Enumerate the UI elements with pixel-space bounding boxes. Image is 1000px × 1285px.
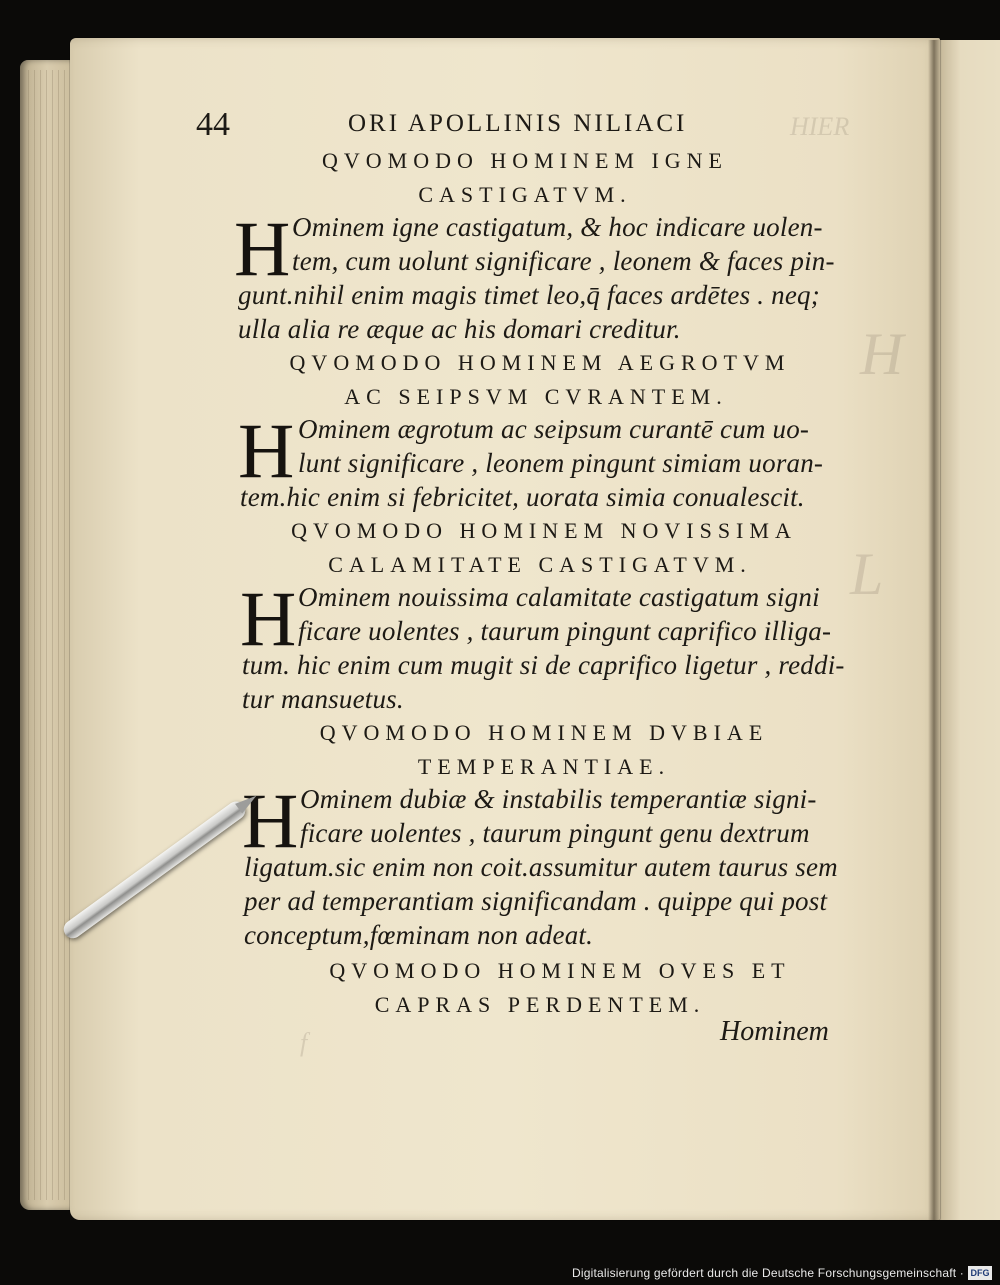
body-line: conceptum,fœminam non adeat. bbox=[244, 920, 594, 950]
body-line: gunt.nihil enim magis timet leo,q̄ faces ardētes . neq; bbox=[238, 280, 820, 310]
body-line: tur mansuetus. bbox=[242, 684, 404, 714]
bleed-through: L bbox=[850, 541, 884, 607]
body-line: lunt significare , leonem pingunt simiam uoran- bbox=[298, 448, 824, 478]
drop-capital: H bbox=[238, 407, 295, 494]
running-head bbox=[196, 106, 836, 146]
section-heading: AC SEIPSVM CVRANTEM. bbox=[344, 384, 728, 409]
book-gutter bbox=[928, 40, 940, 1220]
bleed-through: f bbox=[300, 1028, 308, 1057]
body-line: tem.hic enim si febricitet, uorata simia conualescit. bbox=[240, 482, 805, 512]
section-heading: CASTIGATVM. bbox=[418, 182, 632, 207]
bleed-through: H bbox=[860, 321, 904, 387]
page-number: 44 bbox=[196, 106, 230, 143]
drop-capital: H bbox=[240, 575, 297, 662]
section-heading: QVOMODO HOMINEM OVES ET bbox=[329, 958, 791, 983]
running-title: ORI APOLLINIS NILIACI bbox=[348, 110, 688, 137]
body-line: per ad temperantiam significandam . quippe qui post bbox=[244, 886, 828, 916]
section-heading: QVOMODO HOMINEM DVBIAE bbox=[319, 720, 769, 745]
funding-credit: Digitalisierung gefördert durch die Deutsche Forschungsgemeinschaft · bbox=[572, 1266, 964, 1280]
body-line: ficare uolentes , taurum pingunt caprifico illiga- bbox=[298, 616, 832, 646]
body-line: ulla alia re æque ac his domari creditur. bbox=[238, 314, 681, 344]
digitization-footer bbox=[0, 1262, 1000, 1285]
body-line: ficare uolentes , taurum pingunt genu dextrum bbox=[300, 818, 810, 848]
catchword: Hominem bbox=[720, 1016, 829, 1047]
section-heading: CAPRAS PERDENTEM. bbox=[374, 992, 706, 1017]
section-heading: CALAMITATE CASTIGATVM. bbox=[328, 552, 752, 577]
bleed-through: HIER bbox=[790, 112, 850, 141]
drop-capital: H bbox=[242, 777, 299, 864]
section-heading: QVOMODO HOMINEM AEGROTVM bbox=[289, 350, 791, 375]
section-heading: QVOMODO HOMINEM NOVISSIMA bbox=[291, 518, 797, 543]
section-heading: QVOMODO HOMINEM IGNE bbox=[322, 148, 728, 173]
drop-capital: H bbox=[234, 205, 291, 292]
body-line: Ominem igne castigatum, & hoc indicare uolen- bbox=[292, 212, 823, 242]
body-line: tem, cum uolunt significare , leonem & faces pin- bbox=[292, 246, 835, 276]
facing-page-edge bbox=[934, 40, 1000, 1220]
body-line: tum. hic enim cum mugit si de caprifico ligetur , reddi- bbox=[242, 650, 845, 680]
body-line: Ominem dubiæ & instabilis temperantiæ signi- bbox=[300, 784, 817, 814]
body-line: Ominem nouissima calamitate castigatum signi bbox=[298, 582, 820, 612]
body-line: ligatum.sic enim non coit.assumitur autem taurus sem bbox=[244, 852, 838, 882]
dfg-logo: DFG bbox=[968, 1266, 992, 1280]
section-heading: TEMPERANTIAE. bbox=[417, 754, 671, 779]
body-line: Ominem ægrotum ac seipsum curantē cum uo- bbox=[298, 414, 810, 444]
